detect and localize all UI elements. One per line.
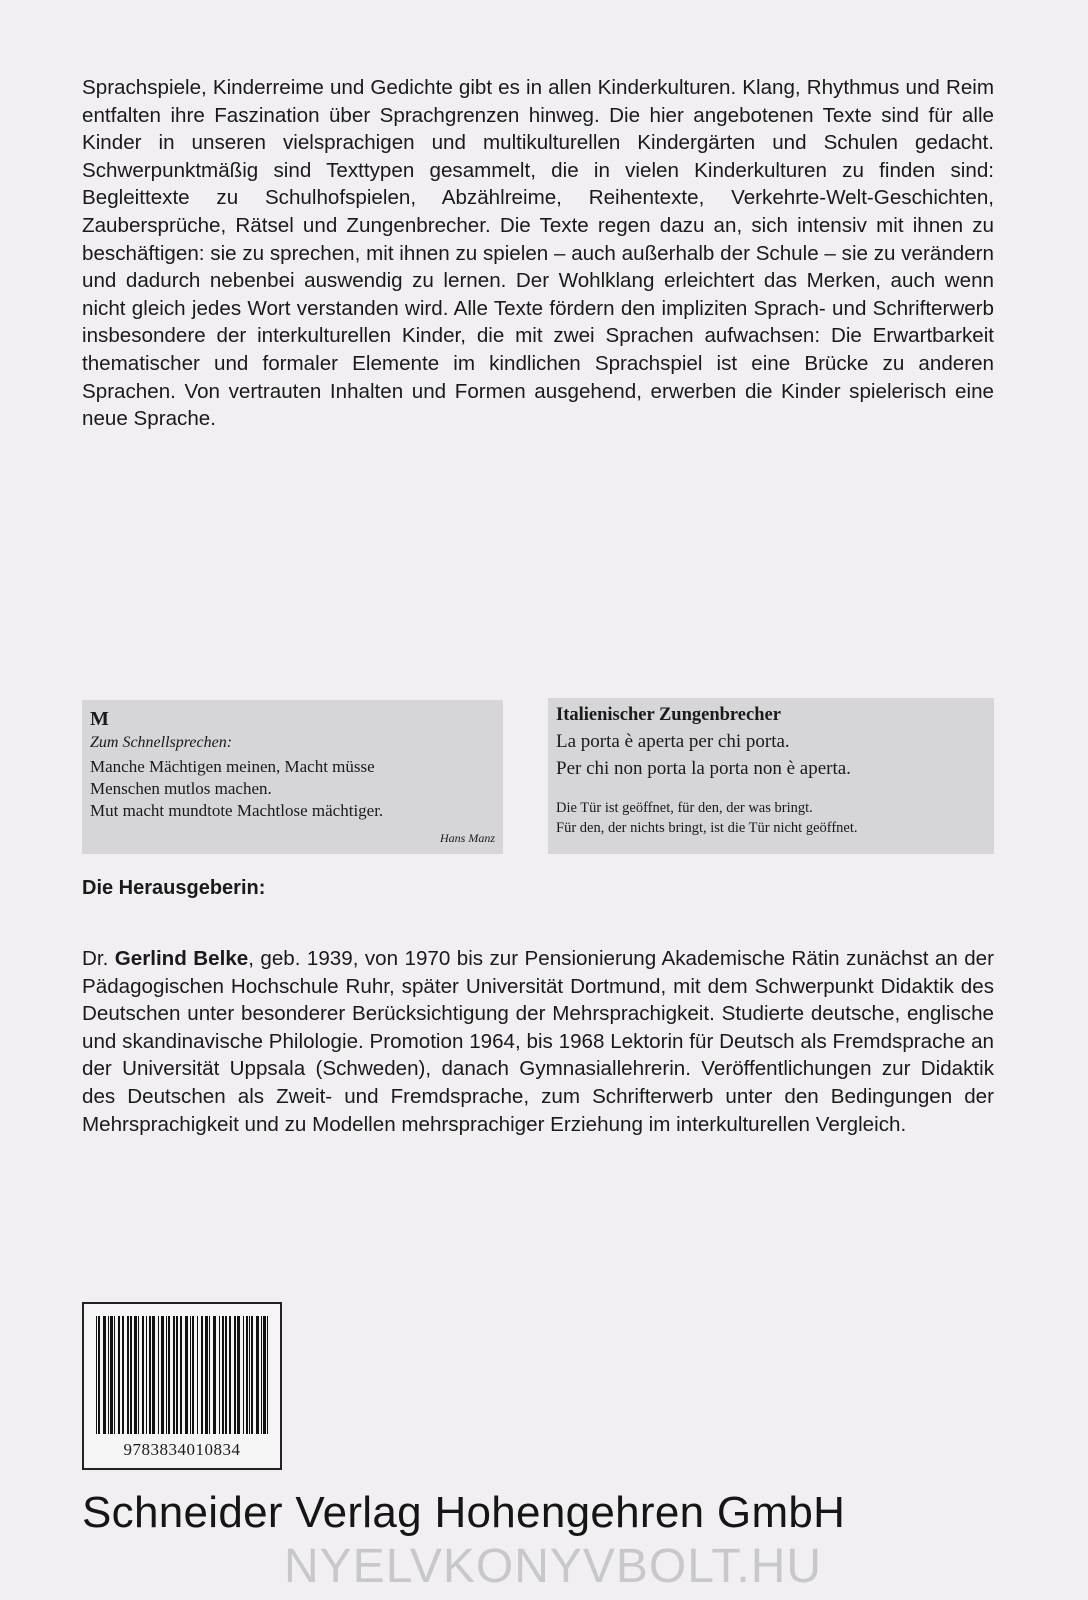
barcode-bar [213, 1316, 216, 1434]
barcode-bar [158, 1316, 159, 1434]
barcode-bar [225, 1316, 227, 1434]
publisher-name: Schneider Verlag Hohengehren GmbH [82, 1488, 846, 1537]
italian-line: Per chi non porta la porta non è aperta. [556, 758, 851, 779]
poem-line: Mut macht mundtote Machtlose mächtiger. [90, 801, 384, 820]
italian-line: La porta è aperta per chi porta. [556, 731, 790, 752]
barcode-bar [267, 1316, 268, 1434]
german-translation [556, 798, 858, 838]
barcode-bar [176, 1316, 178, 1434]
barcode-bar [173, 1316, 175, 1434]
barcode-bar [197, 1316, 198, 1434]
barcode-bar [243, 1316, 244, 1434]
barcode-bar [168, 1316, 170, 1434]
barcode-bar [256, 1316, 259, 1434]
barcode-bar [103, 1316, 106, 1434]
barcode-bar [201, 1316, 203, 1434]
poem-line: Menschen mutlos machen. [90, 779, 272, 798]
translation-line: Für den, der nichts bringt, ist die Tür nicht geöffnet. [556, 820, 858, 836]
barcode-bar [190, 1316, 191, 1434]
barcode-bar [108, 1316, 109, 1434]
box-title: M [90, 708, 109, 730]
editor-heading: Die Herausgeberin: [82, 877, 266, 899]
barcode-bar [205, 1316, 208, 1434]
barcode [82, 1302, 282, 1470]
editor-name: Gerlind Belke [114, 947, 249, 970]
barcode-bar [251, 1316, 253, 1434]
barcode-bar [219, 1316, 220, 1434]
barcode-bar [142, 1316, 144, 1434]
barcode-bar [96, 1316, 97, 1434]
box-subtitle: Zum Schnellsprechen: [90, 734, 233, 751]
barcode-bar [130, 1316, 132, 1434]
barcode-bar [152, 1316, 155, 1434]
barcode-bar [110, 1316, 113, 1434]
barcode-bar [185, 1316, 188, 1434]
isbn-number: 9783834010834 [123, 1440, 241, 1459]
poem-line: Manche Mächtigen meinen, Macht müsse [90, 757, 375, 776]
barcode-bar [138, 1316, 139, 1434]
poem-author: Hans Manz [439, 831, 495, 845]
barcode-bar [114, 1316, 115, 1434]
barcode-bar [166, 1316, 167, 1434]
barcode-bar [192, 1316, 194, 1434]
editor-bio-text: , geb. 1939, von 1970 bis zur Pensionierung Akademische Rätin zunächst an der Pädagogischen Hochschule Ruhr, später Universität Dortmund, mit dem Schwerpunkt Didaktik des Deutschen unter besonderer Berücksichtigung der Mehrsprachigkeit. Studierte deutsche, englische und skandinavische Philologie. Promotion 1964, bis 1968 Lektorin für Deutsch als Fremdsprache an der Universität Uppsala (Schweden), danach Gymnasiallehrerin. Veröffentlichungen zur Didaktik des Deutschen als Zweit- und Fremdsprache, zum Schrifterwerb unter den Bedingungen der Mehrsprachigkeit und zu Modellen mehrsprachiger Erziehung im interkulturellen Vergleich. [82, 947, 994, 1136]
barcode-bar [261, 1316, 262, 1434]
poem-lines [90, 756, 383, 822]
barcode-bar [234, 1316, 236, 1434]
barcode-bar [237, 1316, 240, 1434]
barcode-bar [122, 1316, 124, 1434]
barcode-bar [127, 1316, 129, 1434]
barcode-bar [149, 1316, 151, 1434]
barcode-bar [222, 1316, 224, 1434]
editor-prefix: Dr. [82, 947, 115, 970]
barcode-bar [209, 1316, 210, 1434]
barcode-bar [246, 1316, 248, 1434]
tongue-twister-box-m [82, 700, 503, 854]
box-title: Italienischer Zungenbrecher [556, 705, 781, 725]
barcode-bar [134, 1316, 137, 1434]
editor-bio [82, 945, 994, 1138]
barcode-bar [161, 1316, 164, 1434]
barcode-bar [249, 1316, 250, 1434]
translation-line: Die Tür ist geöffnet, für den, der was bringt. [556, 800, 813, 816]
barcode-bars [94, 1316, 270, 1434]
italian-lines [556, 728, 851, 782]
barcode-bar [98, 1316, 100, 1434]
barcode-bar [180, 1316, 182, 1434]
watermark: NYELVKONYVBOLT.HU [284, 1540, 823, 1593]
barcode-bar [263, 1316, 266, 1434]
barcode-bar [118, 1316, 120, 1434]
barcode-bar [146, 1316, 147, 1434]
intro-paragraph: Sprachspiele, Kinderreime und Gedichte gibt es in allen Kinderkulturen. Klang, Rhythmus und Reim entfalten ihre Faszination über Sprachgrenzen hinweg. Die hier angebotenen Texte sind für alle Kinder in unseren vielsprachigen und multikulturellen Kindergärten und Schulen gedacht. Schwerpunktmäßig sind Texttypen gesammelt, die in vielen Kinderkulturen zu finden sind: Begleittexte zu Schulhofspielen, Abzählreime, Reihentexte, Verkehrte-Welt-Geschichten, Zaubersprüche, Rätsel und Zungenbrecher. Die Texte regen dazu an, sich intensiv mit ihnen zu beschäftigen: sie zu sprechen, mit ihnen zu spielen – auch außerhalb der Schule – sie zu verändern und dadurch nebenbei auswendig zu lernen. Der Wohlklang erleichtert das Merken, auch wenn nicht gleich jedes Wort verstanden wird. Alle Texte fördern den impliziten Sprach- und Schrifterwerb insbesondere der interkulturellen Kinder, die mit zwei Sprachen aufwachsen: Die Erwartbarkeit thematischer und formaler Elemente im kindlichen Sprachspiel ist eine Brücke zu anderen Sprachen. Von vertrauten Inhalten und Formen ausgehend, erwerben die Kinder spielerisch eine neue Sprache. [82, 76, 994, 431]
barcode-bar [229, 1316, 231, 1434]
italian-tongue-twister-box [548, 698, 994, 854]
